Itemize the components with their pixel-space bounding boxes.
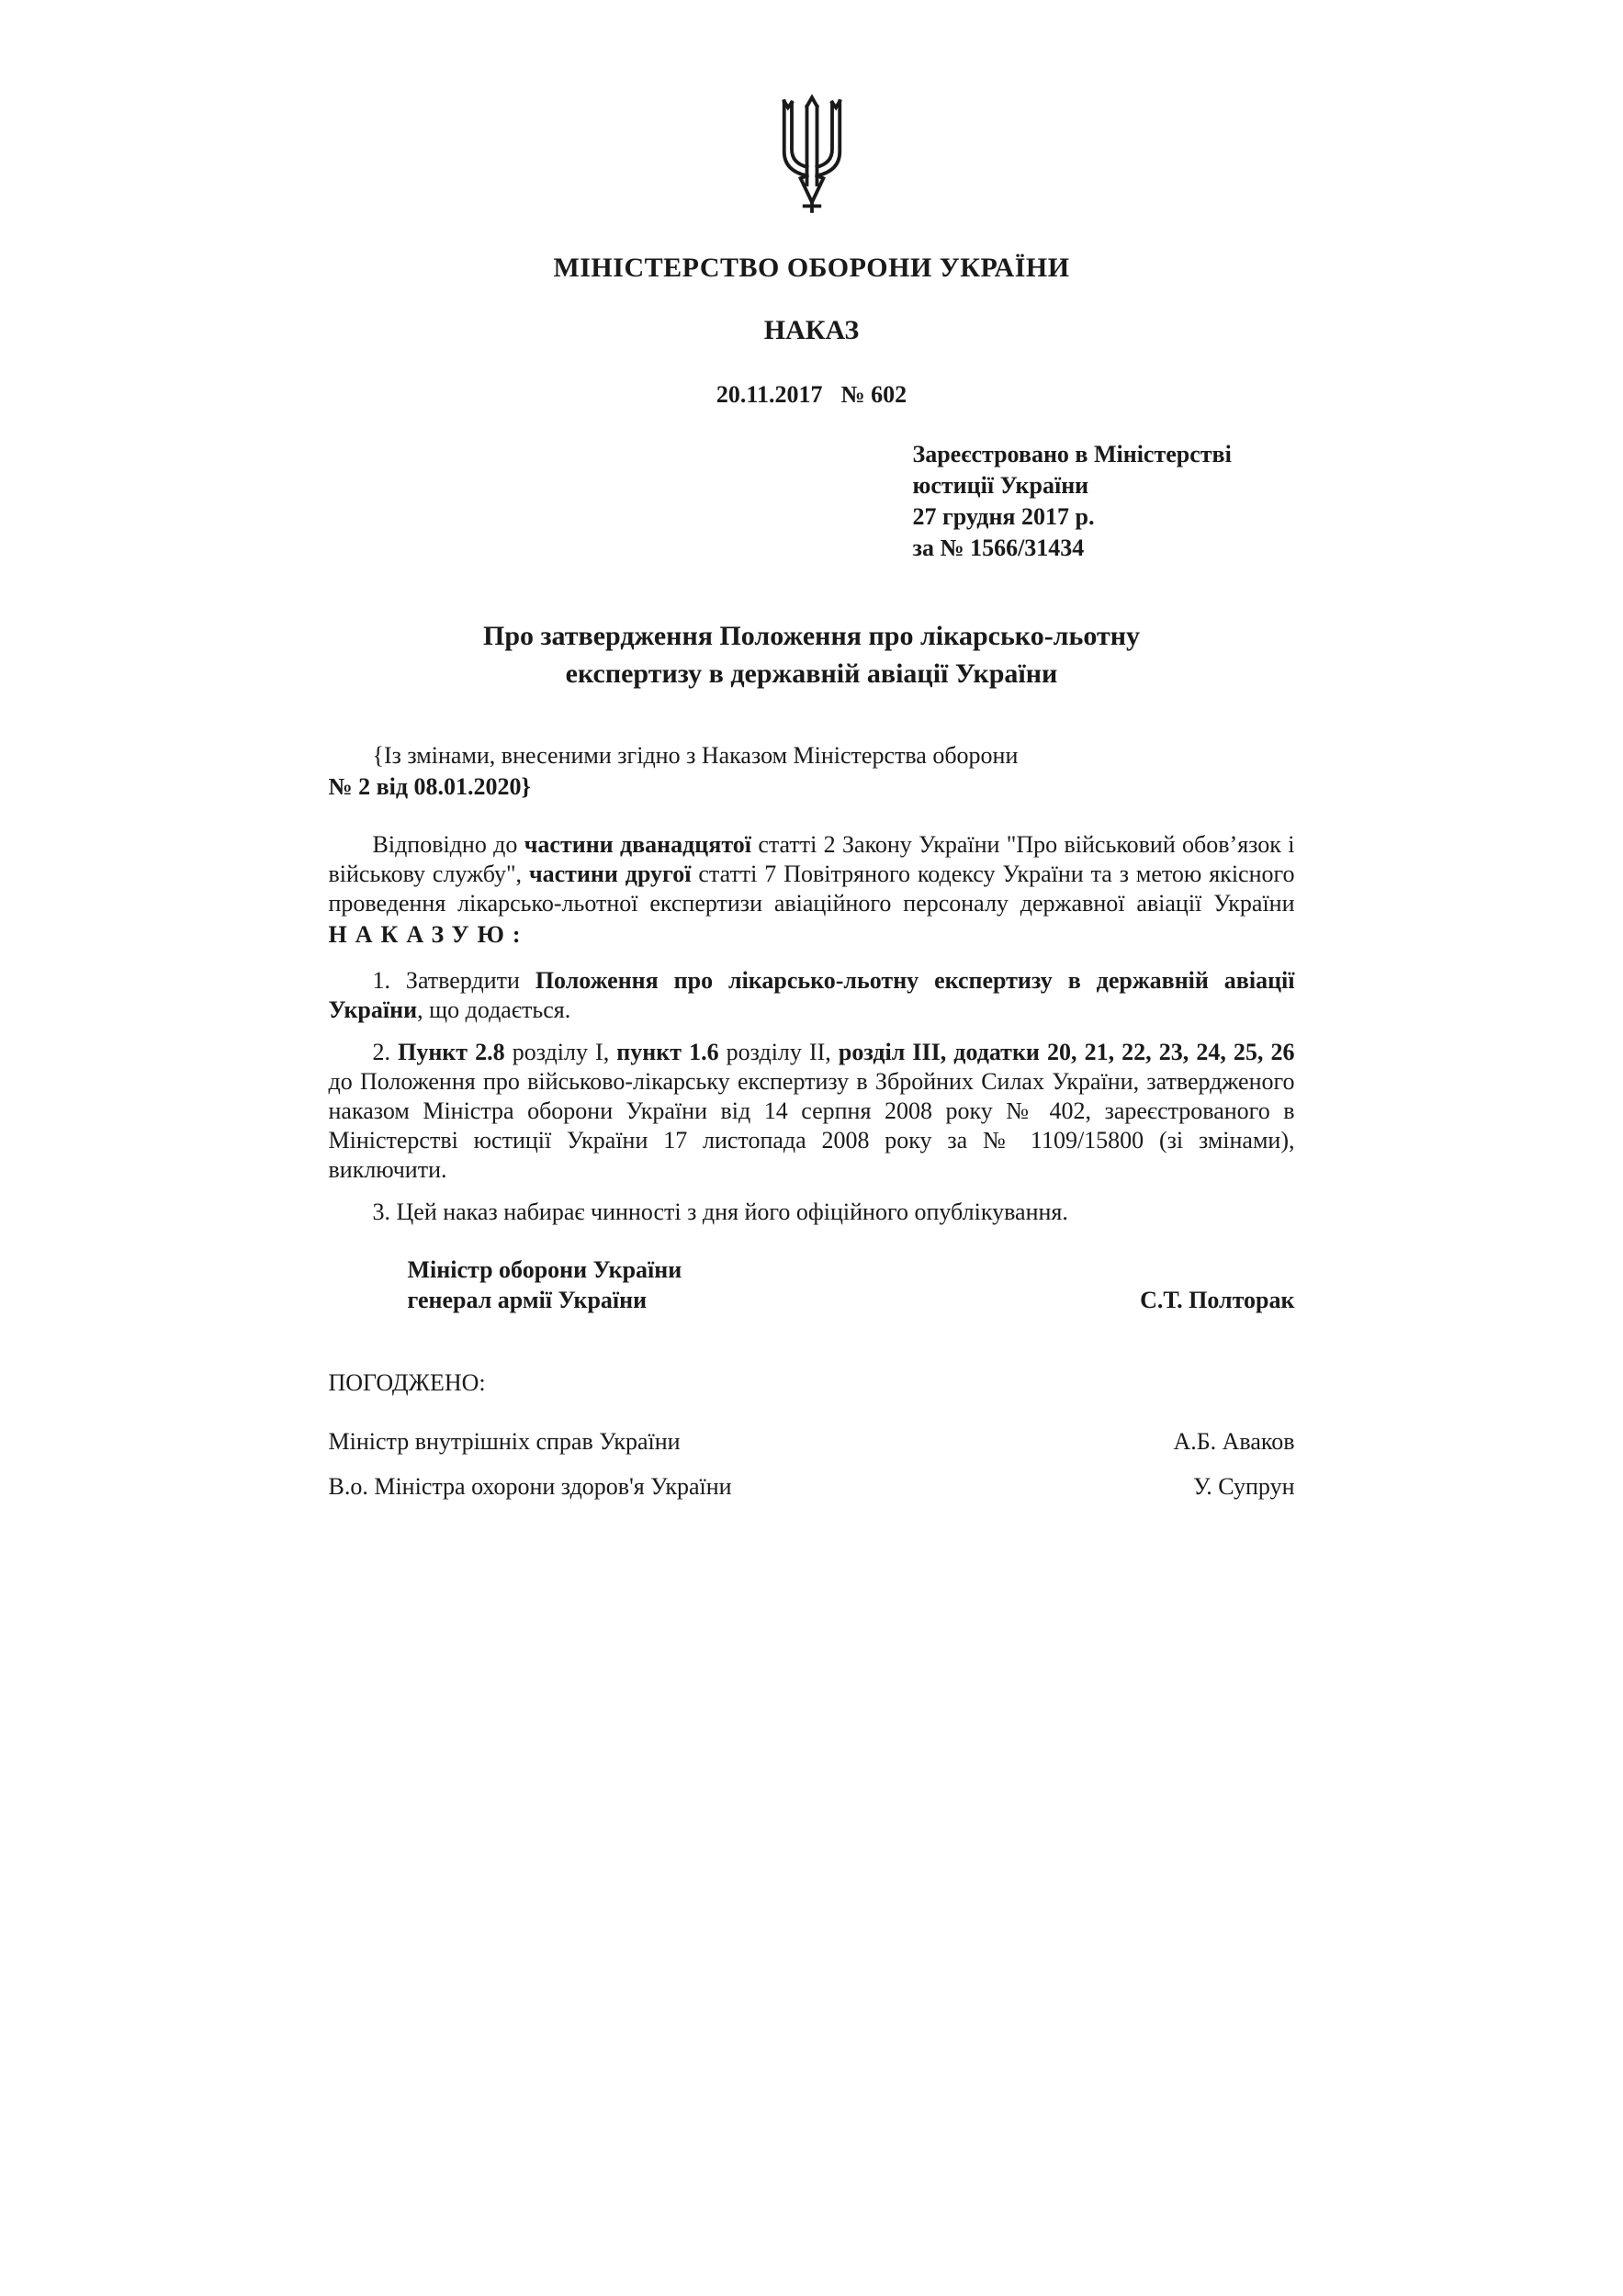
registration-line: Зареєстровано в Міністерстві [912,441,1232,467]
document-title [329,617,1295,692]
document-title-line1: Про затвердження Положення про лікарсько-льотну [482,621,1141,651]
signer-titles [329,1255,682,1315]
registration-line: за № 1566/31434 [912,535,1085,561]
approver-name: У. Супрун [1193,1473,1295,1500]
approved-heading: ПОГОДЖЕНО: [328,1369,486,1396]
order-date-number [329,380,1295,410]
coat-of-arms [329,94,1295,222]
order-date: 20.11.2017 [716,381,823,408]
document-content [329,0,1295,1502]
approval-row [329,1472,1295,1502]
signer-title-line2: генерал армії України [407,1287,648,1313]
approval-row [329,1427,1295,1457]
approver-title: В.о. Міністра охорони здоров'я України [328,1473,732,1500]
approver-title: Міністр внутрішніх справ України [328,1428,681,1455]
order-verb: НАКАЗУЮ: [328,921,529,948]
order-item-3: 3. Цей наказ набирає чинності з дня його офіційного опублікування. [372,1199,1068,1225]
document-title-line2: експертизу в державній авіації України [565,658,1058,689]
signer-title-line1: Міністр оборони України [407,1256,682,1283]
signature-block [329,1255,1295,1315]
registration-line: юстиції України [912,472,1089,499]
document-type: НАКАЗ [763,315,860,345]
order-number: № 602 [840,381,907,408]
intro-paragraph: Відповідно до частини дванадцятої статті 2 Закону України "Про військовий обов’язок і військову службу", частини другої статті 7 Повітряного кодексу України та з метою якісного проведення лікарсько-льотної експертизи авіаційного персоналу державної авіації України [328,831,1295,917]
signer-name: С.Т. Полторак [1140,1287,1295,1313]
approver-name: А.Б. Аваков [1173,1428,1295,1455]
order-item-2: 2. Пункт 2.8 розділу I, пункт 1.6 розділу II, розділ III, додатки 20, 21, 22, 23, 24, 25, 26 до Положення про військово-лікарську експертизу в Збройних Силах України, затвердженого наказом Міністра оборони України від 14 серпня 2008 року № 402, зареєстрованого в Міністерстві юстиції України 17 листопада 2008 року за № 1109/15800 (зі змінами), виключити. [328,1039,1295,1183]
registration-block [913,439,1295,564]
order-item-1: 1. Затвердити Положення про лікарсько-льотну експертизу в державній авіації України, що додається. [328,967,1295,1023]
amendment-ref: № 2 від 08.01.2020} [328,773,531,800]
ministry-name: МІНІСТЕРСТВО ОБОРОНИ УКРАЇНИ [553,253,1070,283]
registration-line: 27 грудня 2017 р. [912,503,1095,530]
trident-icon [772,94,852,215]
amendment-text: {Із змінами, внесеними згідно з Наказом Міністерства оборони [372,742,1019,769]
amendment-note [329,740,1295,803]
